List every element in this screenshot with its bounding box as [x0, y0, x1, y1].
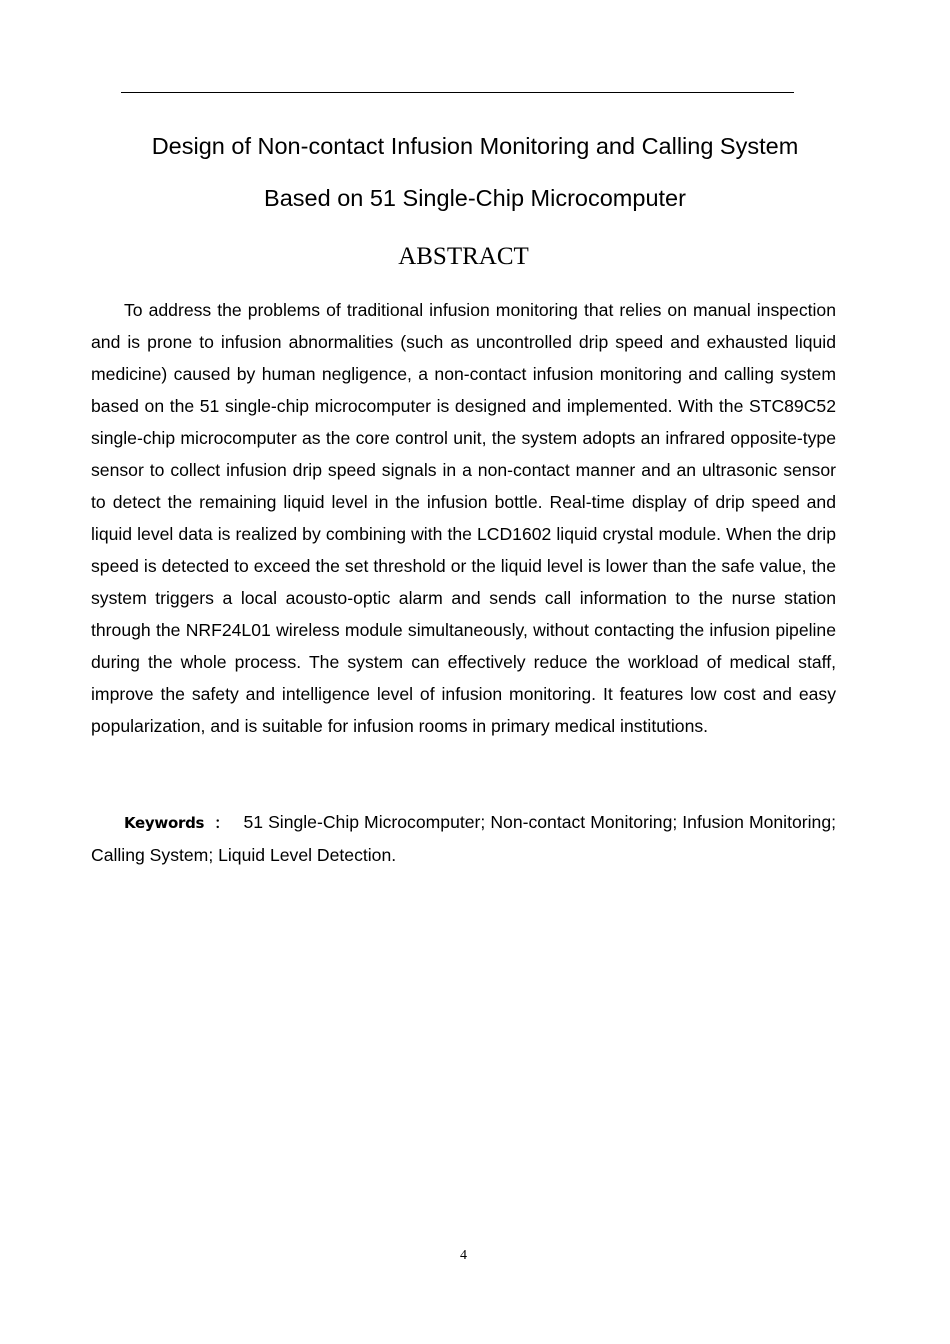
header-rule: [121, 92, 794, 93]
keywords-paragraph: [91, 806, 836, 871]
keywords-label: Keywords: [124, 814, 205, 832]
title-line-1: Design of Non-contact Infusion Monitoring and Calling System: [151, 133, 799, 159]
paper-title: [60, 120, 890, 224]
keywords-separator: ：: [214, 814, 230, 832]
abstract-heading: ABSTRACT: [398, 243, 529, 270]
title-line-2: Based on 51 Single-Chip Microcomputer: [264, 185, 686, 211]
page-number: 4: [460, 1248, 467, 1263]
abstract-body: To address the problems of traditional infusion monitoring that relies on manual inspection and is prone to infusion abnormalities (such as uncontrolled drip speed and exhausted liquid medicine) caused by human negligence, a non-contact infusion monitoring and calling system based on the 51 single-chip microcomputer is designed and implemented. With the STC89C52 single-chip microcomputer as the core control unit, the system adopts an infrared opposite-type sensor to collect infusion drip speed signals in a non-contact manner and an ultrasonic sensor to detect the remaining liquid level in the infusion bottle. Real-time display of drip speed and liquid level data is realized by combining with the LCD1602 liquid crystal module. When the drip speed is detected to exceed the set threshold or the liquid level is lower than the safe value, the system triggers a local acousto-optic alarm and sends call information to the nurse station through the NRF24L01 wireless module simultaneously, without contacting the infusion pipeline during the whole process. The system can effectively reduce the workload of medical staff, improve the safety and intelligence level of infusion monitoring. It features low cost and easy popularization, and is suitable for infusion rooms in primary medical institutions.: [91, 300, 836, 736]
keywords-text: 51 Single-Chip Microcomputer; Non-contact Monitoring; Infusion Monitoring; Calling System; Liquid Level Detection.: [91, 812, 836, 865]
